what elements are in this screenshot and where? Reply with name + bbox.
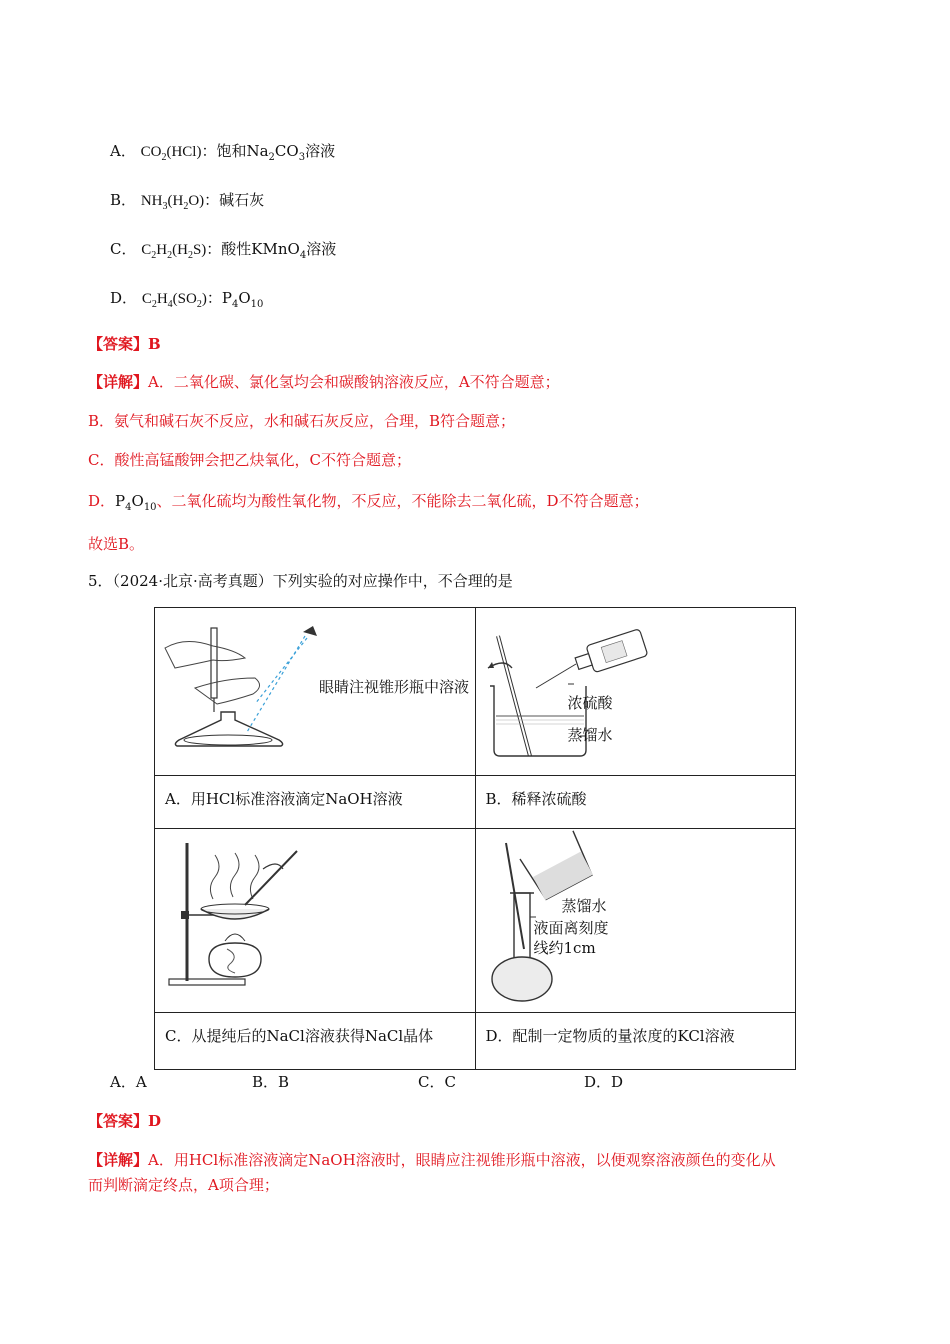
- experiment-table: [154, 607, 796, 1070]
- volumetric-flask-figure: [476, 829, 776, 1013]
- cell-d-label-1cm: 线约1cm: [533, 939, 596, 957]
- cell-d-label-level: 液面离刻度: [533, 919, 609, 937]
- cell-b-caption: B．稀释浓硫酸: [475, 776, 796, 829]
- cell-c-figure: [155, 829, 476, 1013]
- cell-b-figure: [475, 608, 796, 776]
- explain-1-line-5: 故选B。: [88, 535, 145, 553]
- choice-a: A．A: [110, 1073, 147, 1091]
- cell-d-caption: D．配制一定物质的量浓度的KCl溶液: [475, 1013, 796, 1070]
- cell-a-note: 眼睛注视锥形瓶中溶液: [319, 678, 470, 696]
- cell-b-label-acid: 浓硫酸: [567, 694, 613, 712]
- evaporation-figure: [155, 829, 495, 1013]
- cell-d-figure: [475, 829, 796, 1013]
- option-a: A． $CO_2(HCl)$：饱和$Na_2CO_3$溶液: [110, 142, 336, 163]
- explain-2-line-2: 而判断滴定终点，A项合理；: [88, 1176, 279, 1194]
- option-c: C． $C_2H_2(H_2S)$：酸性KMnO$_4$溶液: [110, 240, 337, 261]
- choice-d: D．D: [584, 1073, 624, 1091]
- explain-2-line-1: 【详解】A．用HCl标准溶液滴定NaOH溶液时，眼睛应注视锥形瓶中溶液，以便观察溶液颜色的变化从: [88, 1151, 776, 1169]
- option-d: D． $C_2H_4(SO_2)$：$P_4O_{10}$: [110, 289, 264, 310]
- explain-1-line-1: 【详解】A．二氧化碳、氯化氢均会和碳酸钠溶液反应，A不符合题意；: [88, 373, 560, 391]
- dilution-figure: [476, 608, 776, 776]
- cell-d-label-water: 蒸馏水: [561, 897, 607, 915]
- question-5: 5．（2024·北京·高考真题）下列实验的对应操作中，不合理的是: [88, 572, 513, 590]
- explain-1-line-4: D．$P_4O_{10}$、二氧化硫均为酸性氧化物，不反应，不能除去二氧化硫，D不符合题意；: [88, 492, 649, 513]
- option-b: B． $NH_3(H_2O)$：碱石灰: [110, 191, 265, 212]
- cell-a-figure: [155, 608, 476, 776]
- choice-c: C．C: [418, 1073, 456, 1091]
- option-a-formula: $CO_2(HCl)$: [140, 144, 202, 163]
- explain-1-line-3: C．酸性高锰酸钾会把乙炔氧化，C不符合题意；: [88, 451, 411, 469]
- cell-a-caption: A．用HCl标准溶液滴定NaOH溶液: [155, 776, 476, 829]
- choice-b: B．B: [252, 1073, 290, 1091]
- answer-1: 【答案】B: [88, 335, 161, 353]
- answer-2: 【答案】D: [88, 1112, 162, 1130]
- cell-c-caption: C．从提纯后的NaCl溶液获得NaCl晶体: [155, 1013, 476, 1070]
- explain-1-line-2: B．氨气和碱石灰不反应，水和碱石灰反应，合理，B符合题意；: [88, 412, 516, 430]
- cell-b-label-water: 蒸馏水: [567, 726, 613, 744]
